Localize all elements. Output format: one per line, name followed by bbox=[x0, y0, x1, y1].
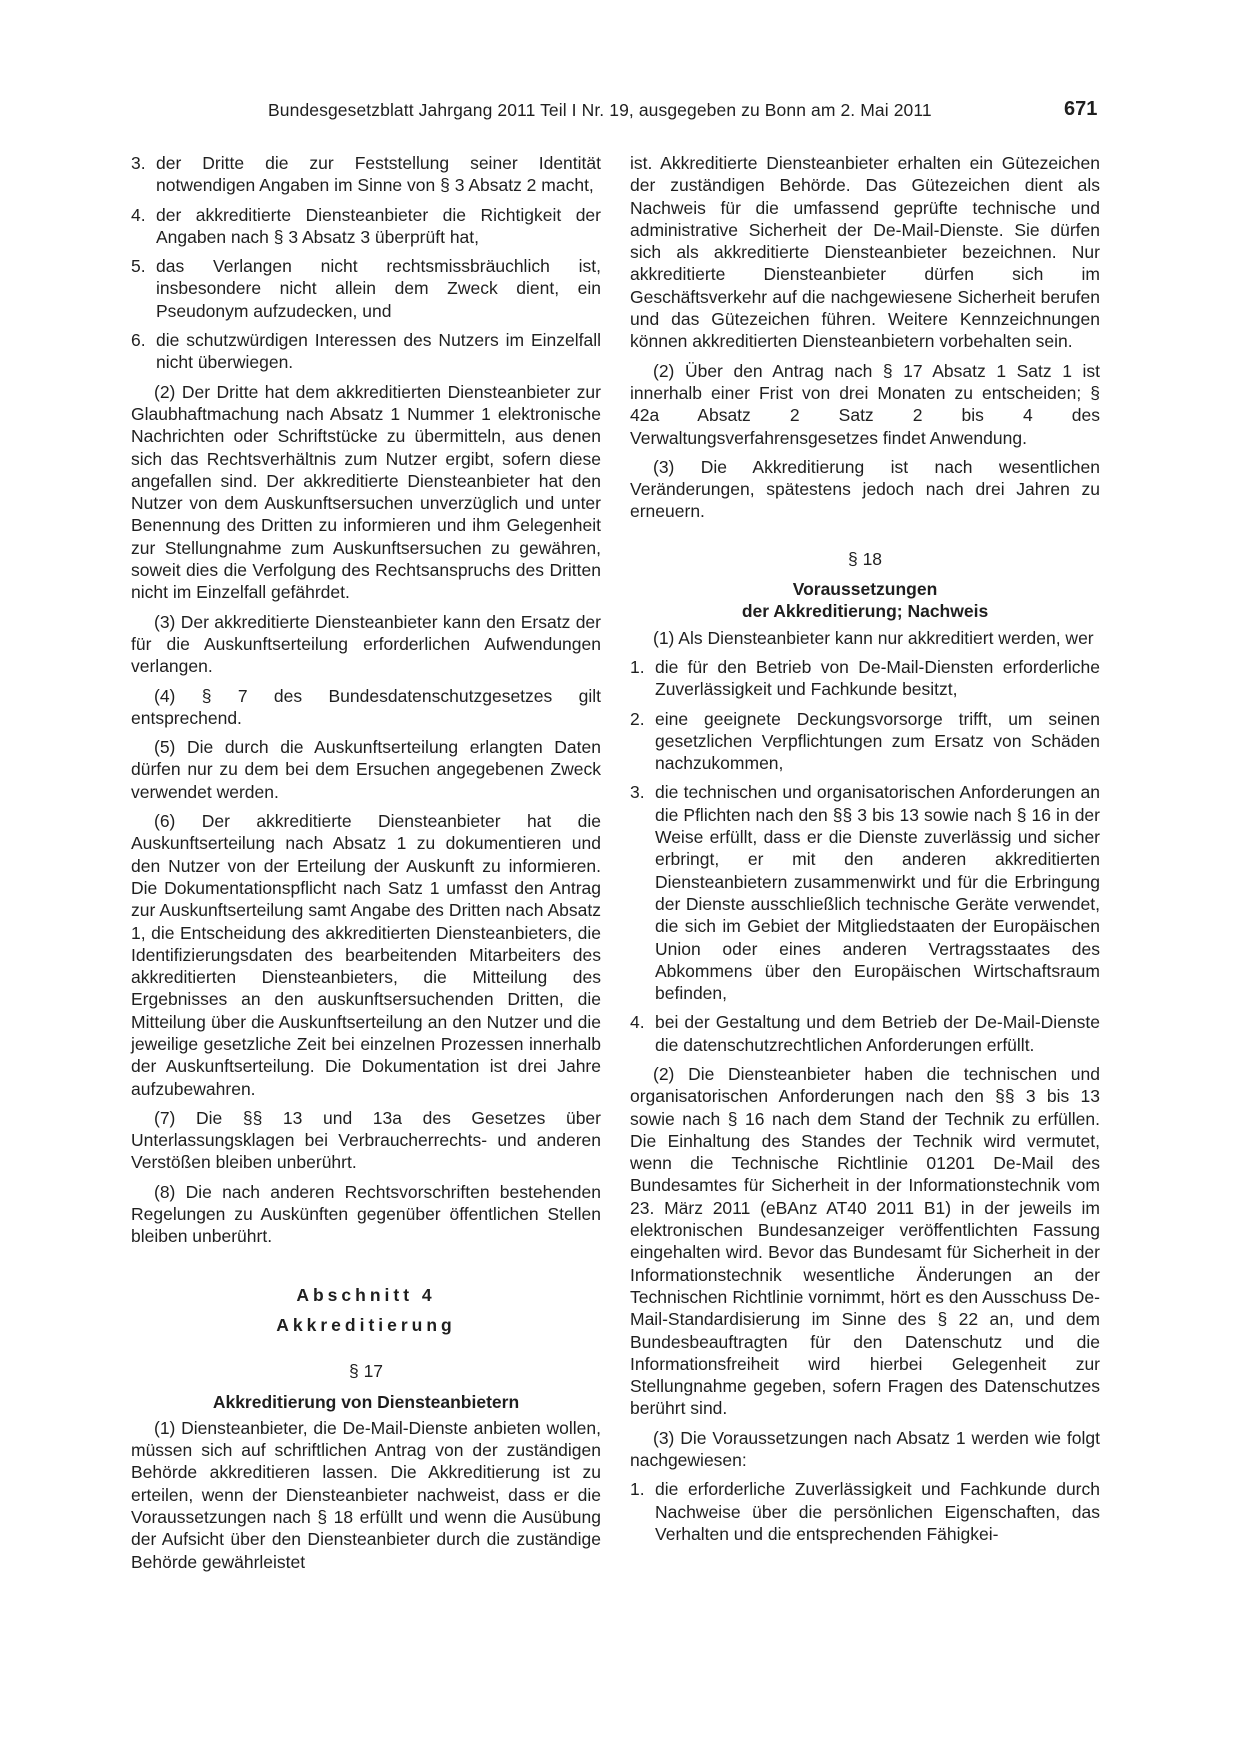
list-item-text: die technischen und organisatorischen Anforderungen an die Pflichten nach den §§ 3 bis 13 sowie nach § 16 in der Weise erfüllt, dass er die Dienste zuverlässig und sicher erbringt, er mit den anderen akkreditierten Diensteanbietern zusammenwirkt und für die Erbringung der Dienste ausschließlich technische Geräte verwendet, die sich im Gebiet der Mitgliedstaaten der Europäischen Union oder eines anderen Vertragsstaates des Abkommens über den Europäischen Wirtschaftsraum befinden, bbox=[655, 782, 1100, 1004]
paragraph: (2) Über den Antrag nach § 17 Absatz 1 Satz 1 ist innerhalb einer Frist von drei Monaten zu entscheiden; § 42a Absatz 2 Satz 2 bis 4 des Verwaltungsverfahrensgesetzes findet Anwendung. bbox=[630, 360, 1100, 448]
section-title: der Akkreditierung; Nachweis bbox=[741, 601, 989, 622]
list-item-number: 5. bbox=[131, 256, 146, 277]
paragraph: (1) Als Diensteanbieter kann nur akkreditiert werden, wer bbox=[653, 627, 1094, 648]
list-item bbox=[630, 781, 1100, 1004]
section-title: Voraussetzungen bbox=[792, 579, 938, 600]
paragraph: (1) Diensteanbieter, die De-Mail-Dienste anbieten wollen, müssen sich auf schriftlichen Antrag von der zuständigen Behörde akkreditieren lassen. Die Akkreditierung ist zu erteilen, wenn der Diensteanbieter nachweist, dass er die Voraussetzungen nach § 18 erfüllt und wenn die Ausübung der Aufsicht über den Diensteanbieter durch die zuständige Behörde gewährleistet bbox=[131, 1417, 601, 1572]
list-item-text: der akkreditierte Diensteanbieter die Richtigkeit der Angaben nach § 3 Absatz 3 überprüft hat, bbox=[156, 204, 601, 247]
page-header bbox=[0, 100, 1241, 130]
paragraph: (2) Die Diensteanbieter haben die technischen und organisatorischen Anforderungen nach den §§ 3 bis 13 sowie nach § 16 nach dem Stand der Technik zu erfüllen. Die Einhaltung des Standes der Technik wird vermutet, wenn die Technische Richtlinie 01201 De-Mail des Bundesamtes für Sicherheit in der Informationstechnik vom 23. März 2011 (eBAnz AT40 2011 B1) in der jeweils im elektronischen Bundesanzeiger veröffentlichten Fassung eingehalten wird. Bevor das Bundesamt für Sicherheit in der Informationstechnik wesentliche Änderungen an der Technischen Richtlinie vornimmt, hört es den Ausschuss De-Mail-Standardisierung im Sinne des § 22 an, und dem Bundesbeauftragten für den Datenschutz und die Informationsfreiheit wird hierbei Gelegenheit zur Stellungnahme gegeben, sofern Fragen des Datenschutzes berührt sind. bbox=[630, 1063, 1100, 1419]
right-column bbox=[630, 152, 1100, 1552]
list-item-text: die für den Betrieb von De-Mail-Diensten erforderliche Zuverlässigkeit und Fachkunde besitzt, bbox=[655, 656, 1100, 700]
list-item bbox=[630, 1478, 1100, 1545]
section-title: Akkreditierung von Diensteanbietern bbox=[212, 1391, 520, 1412]
list-item bbox=[630, 1011, 1100, 1056]
paragraph: (5) Die durch die Auskunftserteilung erlangten Daten dürfen nur zu dem bei dem Ersuchen angegebenen Zweck verwendet werden. bbox=[131, 737, 601, 802]
list-item-number: 3. bbox=[131, 153, 146, 173]
abschnitt-title: Akkreditierung bbox=[276, 1314, 456, 1335]
paragraph-continuation: ist. Akkreditierte Diensteanbieter erhalten ein Gütezeichen der zuständigen Behörde. Das Gütezeichen dient als Nachweis für die umfassend geprüfte technische und administrative Sicherheit der De-Mail-Dienste. Sie dürfen sich als akkreditierte Diensteanbieter bezeichnen. Nur akkreditierte Diensteanbieter dürfen sich im Geschäftsverkehr auf die nachgewiesene Sicherheit berufen und das Gütezeichen führen. Weitere Kennzeichnungen können akkreditierten Diensteanbietern vorbehalten sein. bbox=[630, 153, 1100, 352]
list-item-text: der Dritte die zur Feststellung seiner Identität notwendigen Angaben im Sinne von § 3 Absatz 2 macht, bbox=[156, 153, 601, 196]
page-number: 671 bbox=[1064, 98, 1098, 120]
list-item-text: die schutzwürdigen Interessen des Nutzers im Einzelfall nicht überwiegen. bbox=[156, 330, 601, 373]
abschnitt-number: Abschnitt 4 bbox=[296, 1284, 436, 1305]
list-item-number: 4. bbox=[630, 1012, 645, 1033]
list-item-text: bei der Gestaltung und dem Betrieb der De-Mail-Dienste die datenschutzrechtlichen Anforderungen erfüllt. bbox=[655, 1012, 1100, 1055]
paragraph: (2) Der Dritte hat dem akkreditierten Diensteanbieter zur Glaubhaftmachung nach Absatz 1 Nummer 1 elektronische Nachrichten oder Schriftstücke zu übermitteln, aus denen sich das Rechtsverhältnis zum Nutzer ergibt, sofern diese angefallen sind. Der akkreditierte Diensteanbieter hat den Nutzer von dem Auskunftsersuchen unverzüglich und unter Benennung des Dritten zu informieren und ihm Gelegenheit zur Stellungnahme zum Auskunftsersuchen zu gewähren, soweit dies die Verfolgung des Rechtsanspruchs des Dritten nicht im Einzelfall gefährdet. bbox=[131, 381, 601, 603]
paragraph: (3) Die Akkreditierung ist nach wesentlichen Veränderungen, spätestens jedoch nach drei Jahren zu erneuern. bbox=[630, 456, 1100, 522]
list-item-number: 6. bbox=[131, 330, 146, 351]
list-item-number: 4. bbox=[131, 204, 146, 225]
list-item-number: 3. bbox=[630, 782, 645, 803]
list-item bbox=[131, 255, 601, 322]
list-item bbox=[131, 152, 601, 197]
list-item-text: eine geeignete Deckungsvorsorge trifft, um seinen gesetzlichen Verpflichtungen zum Ersatz von Schäden nachzukommen, bbox=[655, 708, 1100, 774]
paragraph: (3) Der akkreditierte Diensteanbieter kann den Ersatz der für die Auskunftserteilung erforderlichen Aufwendungen verlangen. bbox=[131, 611, 601, 677]
paragraph: (3) Die Voraussetzungen nach Absatz 1 werden wie folgt nachgewiesen: bbox=[630, 1427, 1100, 1471]
list-item bbox=[131, 204, 601, 249]
paragraph: (8) Die nach anderen Rechtsvorschriften bestehenden Regelungen zu Auskünften gegenüber öffentlichen Stellen bleiben unberührt. bbox=[131, 1181, 601, 1247]
list-item bbox=[630, 656, 1100, 701]
list-item bbox=[131, 329, 601, 374]
paragraph: (4) § 7 des Bundesdatenschutzgesetzes gilt entsprechend. bbox=[131, 685, 601, 728]
list-item-number: 1. bbox=[630, 1479, 645, 1500]
list-item-number: 1. bbox=[630, 656, 645, 677]
list-item-number: 2. bbox=[630, 708, 645, 729]
list-item-text: das Verlangen nicht rechtsmissbräuchlich ist, insbesondere nicht allein dem Zweck dient, ein Pseudonym aufzudecken, und bbox=[156, 256, 601, 321]
section-number: § 18 bbox=[847, 548, 883, 569]
list-item-text: die erforderliche Zuverlässigkeit und Fachkunde durch Nachweise über die persönlichen Eigenschaften, das Verhalten und die entsprechenden Fähigkei- bbox=[655, 1479, 1100, 1544]
left-column bbox=[131, 152, 601, 1580]
paragraph: (7) Die §§ 13 und 13a des Gesetzes über Unterlassungsklagen bei Verbraucherrechts- und anderen Verstößen bleiben unberührt. bbox=[131, 1107, 601, 1173]
section-number: § 17 bbox=[348, 1361, 384, 1382]
header-title: Bundesgesetzblatt Jahrgang 2011 Teil I Nr. 19, ausgegeben zu Bonn am 2. Mai 2011 bbox=[268, 100, 932, 120]
paragraph: (6) Der akkreditierte Diensteanbieter hat die Auskunftserteilung nach Absatz 1 zu dokumentieren und den Nutzer von der Erteilung der Auskunft zu informieren. Die Dokumentationspflicht nach Satz 1 umfasst den Antrag zur Auskunftserteilung samt Angabe des Dritten nach Absatz 1, die Entscheidung des akkreditierten Diensteanbieters, die Identifizierungsdaten des bearbeitenden Mitarbeiters des akkreditierten Diensteanbieters, die Mitteilung des Ergebnisses an den auskunftsersuchenden Dritten, die Mitteilung über die Auskunftserteilung an den Nutzer und die jeweilige gesetzliche Zeit bei einzelnen Prozessen innerhalb der Auskunftserteilung. Die Dokumentation ist drei Jahre aufzubewahren. bbox=[131, 811, 601, 1099]
list-item bbox=[630, 708, 1100, 775]
